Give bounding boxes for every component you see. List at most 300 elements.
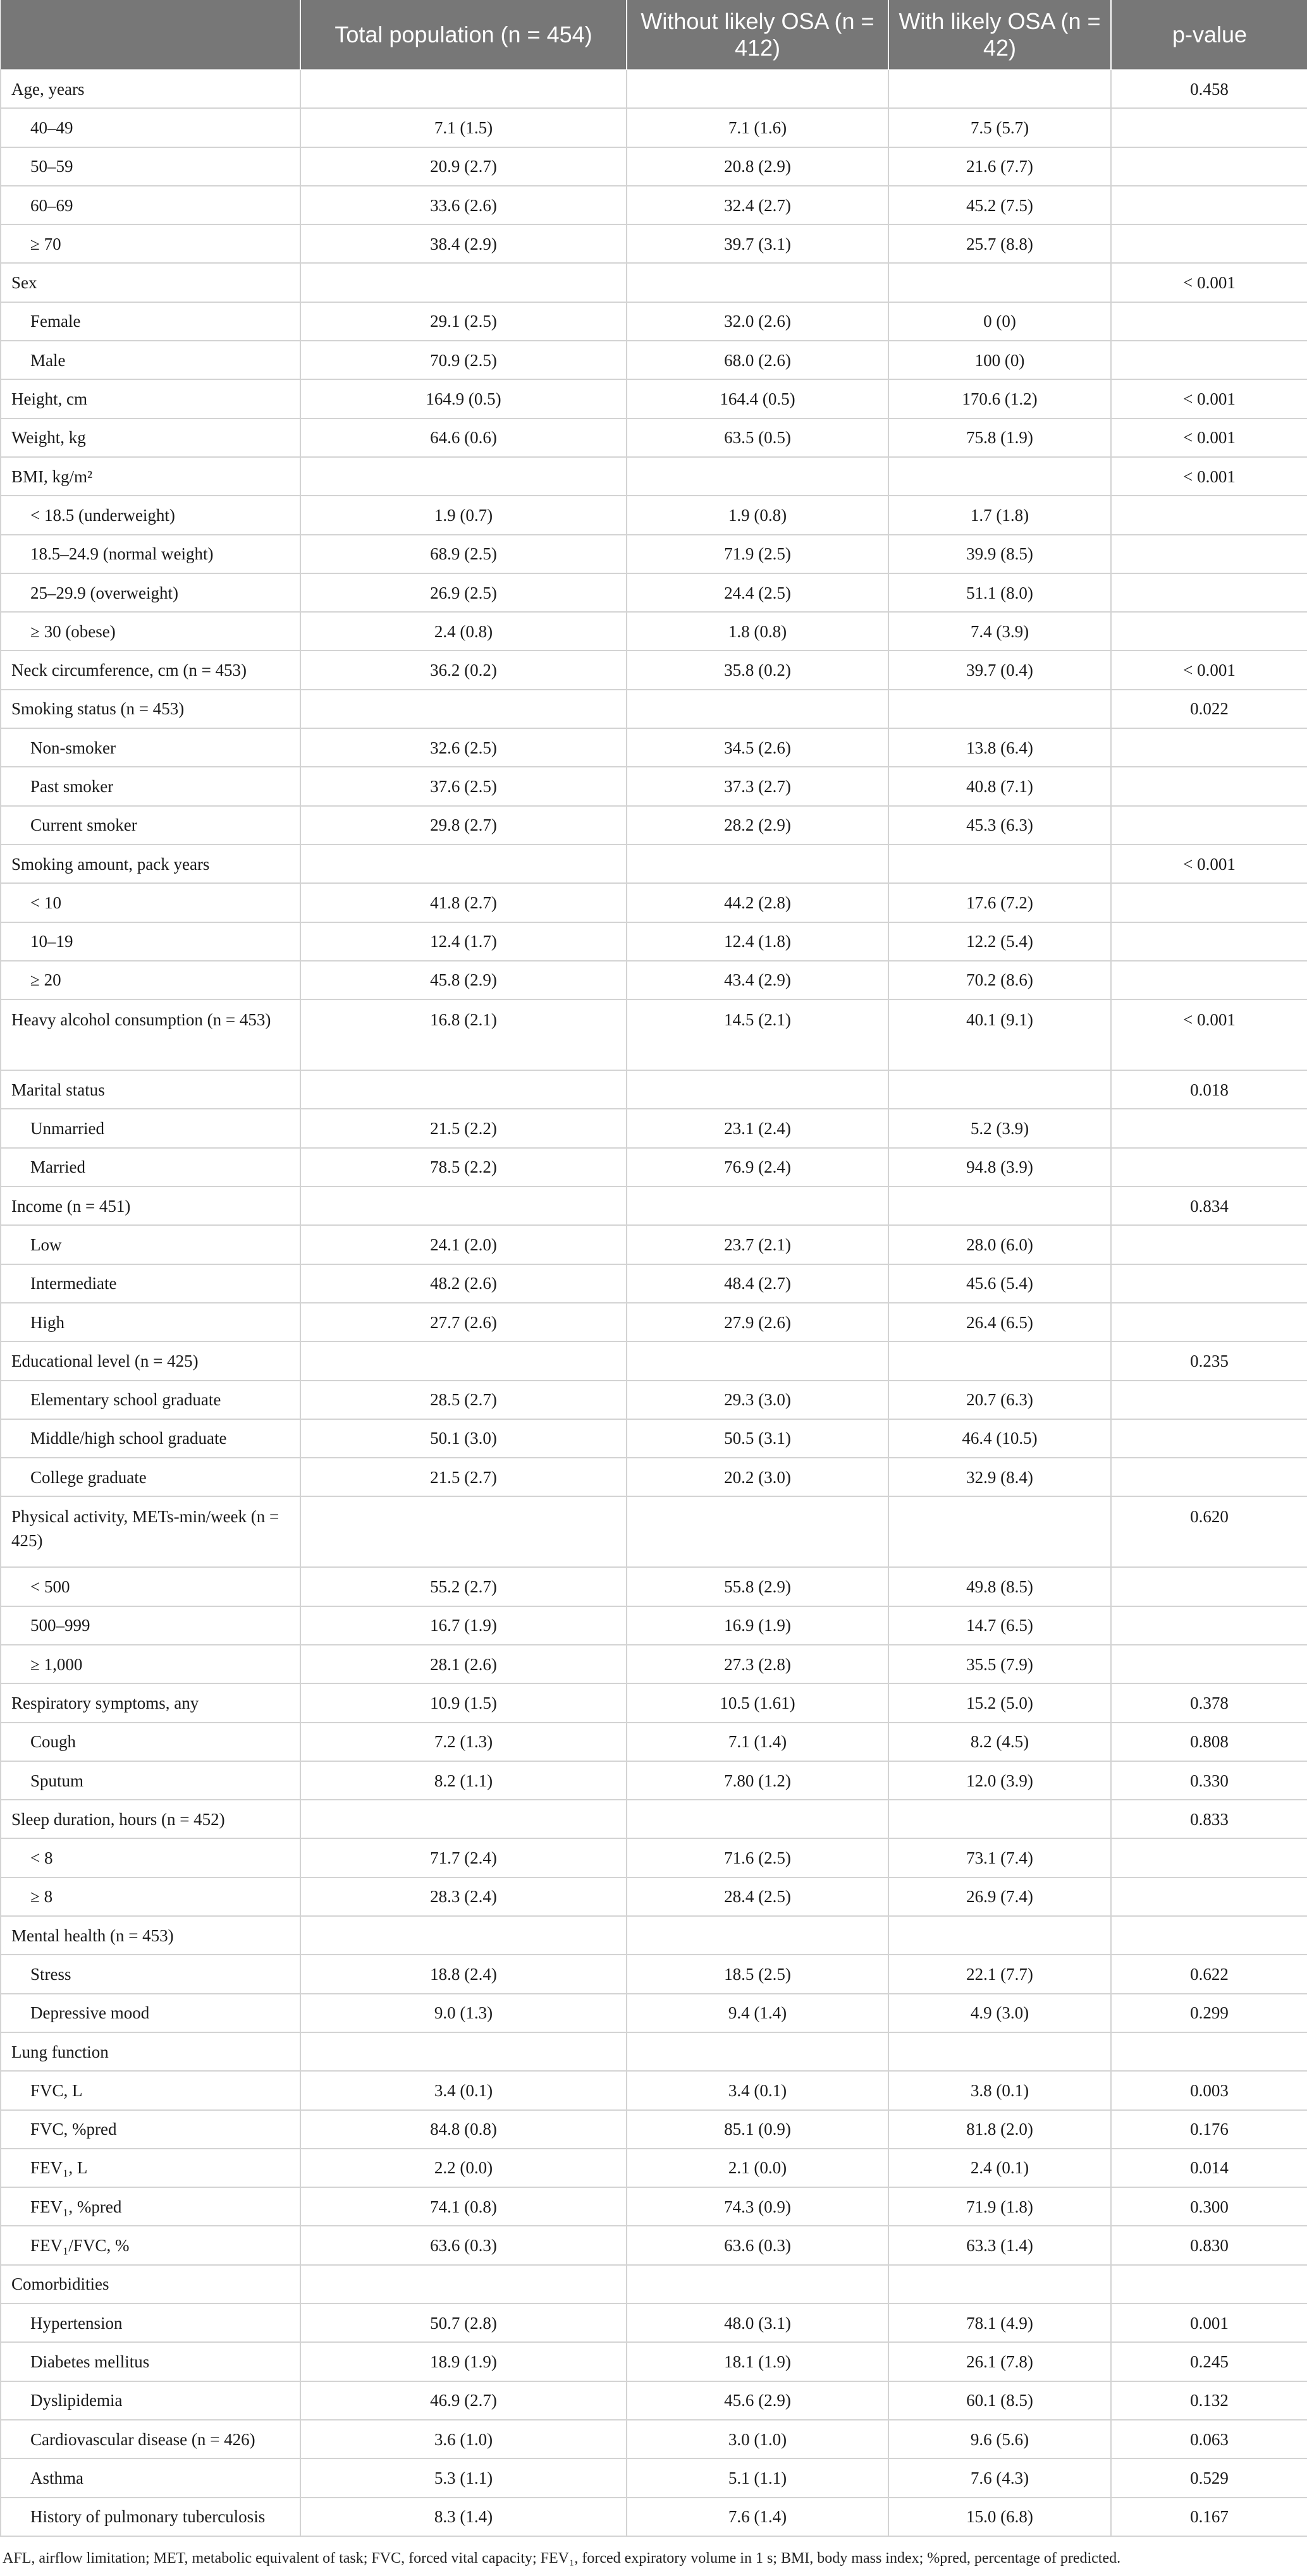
- cell-without-likely-osa: [627, 263, 888, 302]
- cell-total-population: [300, 2032, 627, 2071]
- cell-with-likely-osa: 49.8 (8.5): [888, 1567, 1111, 1606]
- cell-total-population: [300, 263, 627, 302]
- table-footnote: AFL, airflow limitation; MET, metabolic equivalent of task; FVC, forced vital capacity; FEV₁, forced expiratory volume in 1 s; BMI, body mass index; %pred, percentage of predicted.: [3, 2550, 1121, 2567]
- row-label: 50–59: [1, 147, 300, 186]
- table-row: [1, 1341, 1307, 1380]
- table-row: [1, 1761, 1307, 1800]
- row-label: < 8: [1, 1838, 300, 1877]
- cell-with-likely-osa: 40.8 (7.1): [888, 767, 1111, 805]
- cell-with-likely-osa: 45.2 (7.5): [888, 186, 1111, 224]
- cell-without-likely-osa: 28.4 (2.5): [627, 1877, 888, 1916]
- cell-p-value: [1111, 961, 1307, 999]
- cell-with-likely-osa: [888, 2265, 1111, 2304]
- cell-p-value: 0.063: [1111, 2420, 1307, 2458]
- table-row: [1, 2420, 1307, 2458]
- cell-total-population: 21.5 (2.7): [300, 1458, 627, 1496]
- cell-total-population: 5.3 (1.1): [300, 2458, 627, 2497]
- cell-total-population: 8.2 (1.1): [300, 1761, 627, 1800]
- table-row: [1, 806, 1307, 845]
- table-row: [1, 767, 1307, 805]
- cell-with-likely-osa: 1.7 (1.8): [888, 496, 1111, 534]
- table-row: [1, 2381, 1307, 2420]
- cell-with-likely-osa: 7.5 (5.7): [888, 108, 1111, 147]
- cell-without-likely-osa: 1.9 (0.8): [627, 496, 888, 534]
- table-row: [1, 1070, 1307, 1109]
- row-label: Sex: [1, 263, 300, 302]
- cell-with-likely-osa: 32.9 (8.4): [888, 1458, 1111, 1496]
- cell-p-value: [1111, 612, 1307, 650]
- header-variable: [1, 0, 300, 70]
- row-label: Intermediate: [1, 1264, 300, 1303]
- cell-p-value: [1111, 1916, 1307, 1955]
- cell-without-likely-osa: 7.1 (1.6): [627, 108, 888, 147]
- row-label: Lung function: [1, 2032, 300, 2071]
- cell-with-likely-osa: 8.2 (4.5): [888, 1723, 1111, 1761]
- table-row: [1, 457, 1307, 496]
- cell-p-value: [1111, 108, 1307, 147]
- cell-p-value: 0.235: [1111, 1341, 1307, 1380]
- cell-total-population: [300, 1496, 627, 1567]
- table-row: [1, 2304, 1307, 2342]
- cell-total-population: 12.4 (1.7): [300, 922, 627, 961]
- row-label: FEV₁, L: [1, 2149, 300, 2187]
- row-label: Depressive mood: [1, 1994, 300, 2032]
- cell-with-likely-osa: [888, 2032, 1111, 2071]
- cell-with-likely-osa: [888, 70, 1111, 108]
- cell-p-value: [1111, 883, 1307, 922]
- cell-p-value: 0.620: [1111, 1496, 1307, 1567]
- table-row: [1, 961, 1307, 999]
- cell-without-likely-osa: 7.1 (1.4): [627, 1723, 888, 1761]
- cell-with-likely-osa: 17.6 (7.2): [888, 883, 1111, 922]
- table-row: [1, 1838, 1307, 1877]
- cell-p-value: 0.300: [1111, 2187, 1307, 2226]
- row-label: FEV₁/FVC, %: [1, 2226, 300, 2264]
- cell-p-value: 0.245: [1111, 2342, 1307, 2381]
- cell-p-value: [1111, 535, 1307, 573]
- row-label: History of pulmonary tuberculosis: [1, 2498, 300, 2536]
- cell-with-likely-osa: 12.0 (3.9): [888, 1761, 1111, 1800]
- cell-p-value: 0.330: [1111, 1761, 1307, 1800]
- table-row: [1, 496, 1307, 534]
- cell-with-likely-osa: [888, 1070, 1111, 1109]
- row-label: Age, years: [1, 70, 300, 108]
- cell-total-population: 48.2 (2.6): [300, 1264, 627, 1303]
- cell-with-likely-osa: 26.9 (7.4): [888, 1877, 1111, 1916]
- cell-with-likely-osa: 3.8 (0.1): [888, 2071, 1111, 2109]
- cell-total-population: [300, 1187, 627, 1225]
- cell-total-population: 27.7 (2.6): [300, 1303, 627, 1341]
- table-row: [1, 2265, 1307, 2304]
- cell-with-likely-osa: 22.1 (7.7): [888, 1955, 1111, 1993]
- row-label: Neck circumference, cm (n = 453): [1, 650, 300, 689]
- cell-with-likely-osa: 26.4 (6.5): [888, 1303, 1111, 1341]
- row-label: 500–999: [1, 1606, 300, 1645]
- table-row: [1, 1877, 1307, 1916]
- row-label: FVC, L: [1, 2071, 300, 2109]
- cell-with-likely-osa: 45.6 (5.4): [888, 1264, 1111, 1303]
- cell-with-likely-osa: 71.9 (1.8): [888, 2187, 1111, 2226]
- cell-total-population: 68.9 (2.5): [300, 535, 627, 573]
- cell-with-likely-osa: 21.6 (7.7): [888, 147, 1111, 186]
- cell-total-population: 16.8 (2.1): [300, 999, 627, 1070]
- cell-without-likely-osa: [627, 1070, 888, 1109]
- cell-total-population: [300, 2265, 627, 2304]
- cell-without-likely-osa: 3.0 (1.0): [627, 2420, 888, 2458]
- cell-total-population: 164.9 (0.5): [300, 379, 627, 418]
- cell-without-likely-osa: 32.4 (2.7): [627, 186, 888, 224]
- cell-without-likely-osa: 16.9 (1.9): [627, 1606, 888, 1645]
- cell-with-likely-osa: [888, 1187, 1111, 1225]
- table-row: [1, 535, 1307, 573]
- cell-p-value: [1111, 1567, 1307, 1606]
- cell-with-likely-osa: 12.2 (5.4): [888, 922, 1111, 961]
- table-row: [1, 2032, 1307, 2071]
- cell-without-likely-osa: 71.6 (2.5): [627, 1838, 888, 1877]
- table-row: [1, 2342, 1307, 2381]
- cell-p-value: [1111, 186, 1307, 224]
- cell-p-value: [1111, 1838, 1307, 1877]
- cell-total-population: 24.1 (2.0): [300, 1225, 627, 1264]
- table-row: [1, 341, 1307, 379]
- table-row: [1, 2149, 1307, 2187]
- cell-without-likely-osa: 2.1 (0.0): [627, 2149, 888, 2187]
- cell-with-likely-osa: 100 (0): [888, 341, 1111, 379]
- cell-without-likely-osa: [627, 70, 888, 108]
- header-without-likely-osa: Without likely OSA (n = 412): [627, 0, 888, 70]
- cell-total-population: 37.6 (2.5): [300, 767, 627, 805]
- cell-total-population: 28.5 (2.7): [300, 1381, 627, 1419]
- cell-without-likely-osa: 7.6 (1.4): [627, 2498, 888, 2536]
- cell-without-likely-osa: 39.7 (3.1): [627, 224, 888, 263]
- cell-without-likely-osa: [627, 2265, 888, 2304]
- cell-total-population: 29.1 (2.5): [300, 302, 627, 341]
- cell-total-population: 18.8 (2.4): [300, 1955, 627, 1993]
- row-label: ≥ 8: [1, 1877, 300, 1916]
- table-row: [1, 728, 1307, 767]
- cell-total-population: 20.9 (2.7): [300, 147, 627, 186]
- table-row: [1, 883, 1307, 922]
- cell-without-likely-osa: 23.7 (2.1): [627, 1225, 888, 1264]
- cell-p-value: [1111, 1645, 1307, 1683]
- table-row: [1, 1381, 1307, 1419]
- cell-without-likely-osa: 20.8 (2.9): [627, 147, 888, 186]
- cell-with-likely-osa: 94.8 (3.9): [888, 1148, 1111, 1187]
- cell-p-value: [1111, 2032, 1307, 2071]
- header-p-value: p-value: [1111, 0, 1307, 70]
- cell-p-value: [1111, 1264, 1307, 1303]
- cell-without-likely-osa: 5.1 (1.1): [627, 2458, 888, 2497]
- cell-p-value: < 0.001: [1111, 845, 1307, 883]
- cell-without-likely-osa: 29.3 (3.0): [627, 1381, 888, 1419]
- row-label: FEV₁, %pred: [1, 2187, 300, 2226]
- cell-without-likely-osa: [627, 2032, 888, 2071]
- cell-with-likely-osa: 39.9 (8.5): [888, 535, 1111, 573]
- cell-p-value: 0.378: [1111, 1683, 1307, 1722]
- row-label: ≥ 20: [1, 961, 300, 999]
- cell-p-value: [1111, 2265, 1307, 2304]
- cell-p-value: [1111, 922, 1307, 961]
- cell-with-likely-osa: 35.5 (7.9): [888, 1645, 1111, 1683]
- table-row: [1, 1264, 1307, 1303]
- cell-p-value: 0.001: [1111, 2304, 1307, 2342]
- cell-total-population: 2.2 (0.0): [300, 2149, 627, 2187]
- cell-without-likely-osa: 45.6 (2.9): [627, 2381, 888, 2420]
- cell-with-likely-osa: 60.1 (8.5): [888, 2381, 1111, 2420]
- cell-with-likely-osa: 9.6 (5.6): [888, 2420, 1111, 2458]
- cell-total-population: 7.1 (1.5): [300, 108, 627, 147]
- table-body: [1, 70, 1307, 2536]
- table-row: [1, 1458, 1307, 1496]
- cell-p-value: 0.022: [1111, 690, 1307, 728]
- table-row: [1, 612, 1307, 650]
- cell-with-likely-osa: [888, 263, 1111, 302]
- cell-without-likely-osa: 24.4 (2.5): [627, 573, 888, 612]
- cell-total-population: 21.5 (2.2): [300, 1109, 627, 1147]
- cell-without-likely-osa: 27.3 (2.8): [627, 1645, 888, 1683]
- cell-p-value: [1111, 1458, 1307, 1496]
- cell-p-value: [1111, 1303, 1307, 1341]
- cell-p-value: [1111, 496, 1307, 534]
- row-label: Mental health (n = 453): [1, 1916, 300, 1955]
- cell-p-value: [1111, 573, 1307, 612]
- cell-total-population: 32.6 (2.5): [300, 728, 627, 767]
- cell-with-likely-osa: 63.3 (1.4): [888, 2226, 1111, 2264]
- table-row: [1, 1645, 1307, 1683]
- cell-with-likely-osa: 26.1 (7.8): [888, 2342, 1111, 2381]
- table-row: [1, 1225, 1307, 1264]
- row-label: < 10: [1, 883, 300, 922]
- row-label: Low: [1, 1225, 300, 1264]
- cell-with-likely-osa: 15.2 (5.0): [888, 1683, 1111, 1722]
- cell-total-population: 70.9 (2.5): [300, 341, 627, 379]
- cell-p-value: < 0.001: [1111, 379, 1307, 418]
- cell-with-likely-osa: 0 (0): [888, 302, 1111, 341]
- cell-without-likely-osa: [627, 1916, 888, 1955]
- row-label: Height, cm: [1, 379, 300, 418]
- cell-without-likely-osa: 74.3 (0.9): [627, 2187, 888, 2226]
- cell-without-likely-osa: 20.2 (3.0): [627, 1458, 888, 1496]
- table-row: [1, 999, 1307, 1070]
- cell-p-value: [1111, 147, 1307, 186]
- row-label: Comorbidities: [1, 2265, 300, 2304]
- cell-with-likely-osa: [888, 1916, 1111, 1955]
- table-row: [1, 418, 1307, 457]
- cell-without-likely-osa: 35.8 (0.2): [627, 650, 888, 689]
- cell-total-population: 16.7 (1.9): [300, 1606, 627, 1645]
- cell-p-value: 0.458: [1111, 70, 1307, 108]
- row-label: Respiratory symptoms, any: [1, 1683, 300, 1722]
- table-row: [1, 845, 1307, 883]
- row-label: Smoking amount, pack years: [1, 845, 300, 883]
- row-label: FVC, %pred: [1, 2110, 300, 2149]
- cell-without-likely-osa: 32.0 (2.6): [627, 302, 888, 341]
- cell-total-population: 78.5 (2.2): [300, 1148, 627, 1187]
- row-label: Sleep duration, hours (n = 452): [1, 1800, 300, 1838]
- cell-p-value: 0.167: [1111, 2498, 1307, 2536]
- row-label: Middle/high school graduate: [1, 1419, 300, 1458]
- table-row: [1, 263, 1307, 302]
- cell-total-population: 38.4 (2.9): [300, 224, 627, 263]
- cell-with-likely-osa: 2.4 (0.1): [888, 2149, 1111, 2187]
- cell-without-likely-osa: 37.3 (2.7): [627, 767, 888, 805]
- row-label: Stress: [1, 1955, 300, 1993]
- row-label: 25–29.9 (overweight): [1, 573, 300, 612]
- cell-total-population: 3.6 (1.0): [300, 2420, 627, 2458]
- row-label: Married: [1, 1148, 300, 1187]
- cell-total-population: 63.6 (0.3): [300, 2226, 627, 2264]
- cell-p-value: 0.833: [1111, 1800, 1307, 1838]
- cell-without-likely-osa: 164.4 (0.5): [627, 379, 888, 418]
- cell-total-population: 1.9 (0.7): [300, 496, 627, 534]
- cell-without-likely-osa: 43.4 (2.9): [627, 961, 888, 999]
- table-row: [1, 690, 1307, 728]
- cell-p-value: 0.014: [1111, 2149, 1307, 2187]
- cell-p-value: < 0.001: [1111, 263, 1307, 302]
- cell-without-likely-osa: 68.0 (2.6): [627, 341, 888, 379]
- row-label: Sputum: [1, 1761, 300, 1800]
- cell-p-value: [1111, 767, 1307, 805]
- row-label: Male: [1, 341, 300, 379]
- cell-total-population: 41.8 (2.7): [300, 883, 627, 922]
- cell-without-likely-osa: [627, 1341, 888, 1380]
- cell-without-likely-osa: 34.5 (2.6): [627, 728, 888, 767]
- cell-without-likely-osa: 1.8 (0.8): [627, 612, 888, 650]
- cell-with-likely-osa: 81.8 (2.0): [888, 2110, 1111, 2149]
- cell-with-likely-osa: 25.7 (8.8): [888, 224, 1111, 263]
- table-row: [1, 1148, 1307, 1187]
- cell-total-population: 3.4 (0.1): [300, 2071, 627, 2109]
- cell-with-likely-osa: [888, 457, 1111, 496]
- cell-with-likely-osa: [888, 1800, 1111, 1838]
- cell-total-population: 50.1 (3.0): [300, 1419, 627, 1458]
- cell-total-population: 84.8 (0.8): [300, 2110, 627, 2149]
- cell-total-population: [300, 845, 627, 883]
- table-header-row: [1, 0, 1307, 70]
- cell-without-likely-osa: 63.5 (0.5): [627, 418, 888, 457]
- cell-with-likely-osa: 75.8 (1.9): [888, 418, 1111, 457]
- cell-p-value: [1111, 1419, 1307, 1458]
- cell-total-population: 18.9 (1.9): [300, 2342, 627, 2381]
- table-row: [1, 1683, 1307, 1722]
- cell-without-likely-osa: 18.1 (1.9): [627, 2342, 888, 2381]
- cell-without-likely-osa: 27.9 (2.6): [627, 1303, 888, 1341]
- cell-without-likely-osa: 76.9 (2.4): [627, 1148, 888, 1187]
- cell-without-likely-osa: 14.5 (2.1): [627, 999, 888, 1070]
- row-label: Dyslipidemia: [1, 2381, 300, 2420]
- row-label: College graduate: [1, 1458, 300, 1496]
- cell-p-value: [1111, 1381, 1307, 1419]
- cell-total-population: 33.6 (2.6): [300, 186, 627, 224]
- cell-with-likely-osa: 4.9 (3.0): [888, 1994, 1111, 2032]
- header-with-likely-osa: With likely OSA (n = 42): [888, 0, 1111, 70]
- row-label: Diabetes mellitus: [1, 2342, 300, 2381]
- cell-without-likely-osa: 23.1 (2.4): [627, 1109, 888, 1147]
- row-label: Unmarried: [1, 1109, 300, 1147]
- cell-with-likely-osa: 40.1 (9.1): [888, 999, 1111, 1070]
- cell-total-population: 2.4 (0.8): [300, 612, 627, 650]
- cell-total-population: 10.9 (1.5): [300, 1683, 627, 1722]
- cell-with-likely-osa: 51.1 (8.0): [888, 573, 1111, 612]
- row-label: Current smoker: [1, 806, 300, 845]
- cell-without-likely-osa: 9.4 (1.4): [627, 1994, 888, 2032]
- cell-without-likely-osa: [627, 1496, 888, 1567]
- cell-total-population: [300, 70, 627, 108]
- cell-without-likely-osa: 50.5 (3.1): [627, 1419, 888, 1458]
- cell-without-likely-osa: 12.4 (1.8): [627, 922, 888, 961]
- cell-without-likely-osa: 71.9 (2.5): [627, 535, 888, 573]
- table-row: [1, 2458, 1307, 2497]
- cell-p-value: < 0.001: [1111, 418, 1307, 457]
- cell-p-value: 0.622: [1111, 1955, 1307, 1993]
- row-label: ≥ 1,000: [1, 1645, 300, 1683]
- cell-total-population: 7.2 (1.3): [300, 1723, 627, 1761]
- row-label: Asthma: [1, 2458, 300, 2497]
- cell-without-likely-osa: [627, 1187, 888, 1225]
- table-row: [1, 2110, 1307, 2149]
- table-row: [1, 379, 1307, 418]
- cell-p-value: [1111, 302, 1307, 341]
- cell-with-likely-osa: 170.6 (1.2): [888, 379, 1111, 418]
- row-label: Elementary school graduate: [1, 1381, 300, 1419]
- row-label: 10–19: [1, 922, 300, 961]
- row-label: Weight, kg: [1, 418, 300, 457]
- table-row: [1, 302, 1307, 341]
- row-label: Heavy alcohol consumption (n = 453): [1, 999, 300, 1070]
- cell-with-likely-osa: [888, 690, 1111, 728]
- cell-with-likely-osa: [888, 1496, 1111, 1567]
- row-label: ≥ 70: [1, 224, 300, 263]
- table-row: [1, 1916, 1307, 1955]
- cell-p-value: [1111, 1225, 1307, 1264]
- cell-p-value: 0.132: [1111, 2381, 1307, 2420]
- cell-without-likely-osa: 55.8 (2.9): [627, 1567, 888, 1606]
- cell-with-likely-osa: [888, 1341, 1111, 1380]
- table-row: [1, 147, 1307, 186]
- cell-total-population: 74.1 (0.8): [300, 2187, 627, 2226]
- cell-total-population: [300, 1070, 627, 1109]
- cell-p-value: 0.003: [1111, 2071, 1307, 2109]
- row-label: Smoking status (n = 453): [1, 690, 300, 728]
- table-row: [1, 1955, 1307, 1993]
- table-row: [1, 2071, 1307, 2109]
- cell-p-value: [1111, 224, 1307, 263]
- table-row: [1, 1303, 1307, 1341]
- cell-total-population: 46.9 (2.7): [300, 2381, 627, 2420]
- cell-with-likely-osa: 13.8 (6.4): [888, 728, 1111, 767]
- cell-with-likely-osa: 28.0 (6.0): [888, 1225, 1111, 1264]
- table-row: [1, 1994, 1307, 2032]
- cell-total-population: 64.6 (0.6): [300, 418, 627, 457]
- cell-with-likely-osa: 20.7 (6.3): [888, 1381, 1111, 1419]
- cell-total-population: 28.1 (2.6): [300, 1645, 627, 1683]
- cell-with-likely-osa: [888, 845, 1111, 883]
- row-label: Educational level (n = 425): [1, 1341, 300, 1380]
- cell-without-likely-osa: 48.0 (3.1): [627, 2304, 888, 2342]
- cell-p-value: [1111, 1148, 1307, 1187]
- cell-total-population: [300, 1341, 627, 1380]
- row-label: Cardiovascular disease (n = 426): [1, 2420, 300, 2458]
- row-label: Past smoker: [1, 767, 300, 805]
- cell-with-likely-osa: 70.2 (8.6): [888, 961, 1111, 999]
- cell-total-population: [300, 690, 627, 728]
- cell-with-likely-osa: 7.6 (4.3): [888, 2458, 1111, 2497]
- table-row: [1, 1187, 1307, 1225]
- cell-total-population: 50.7 (2.8): [300, 2304, 627, 2342]
- cell-with-likely-osa: 15.0 (6.8): [888, 2498, 1111, 2536]
- table-row: [1, 108, 1307, 147]
- row-label: 40–49: [1, 108, 300, 147]
